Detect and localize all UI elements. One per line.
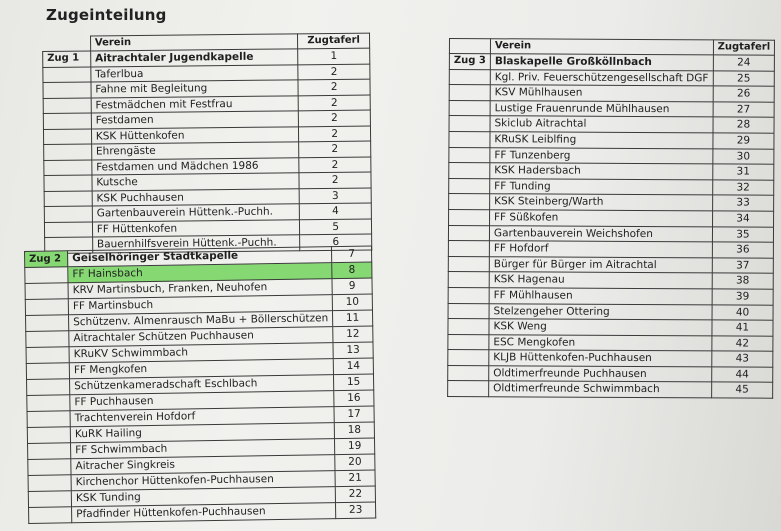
zug2-label: Zug 2 [25, 251, 68, 268]
zug2-label-blank [26, 331, 69, 348]
zug2-verein-name: KuRK Hailing [70, 423, 334, 443]
zug3-zugtaferl-number: 37 [712, 258, 774, 274]
zug1-label: Zug 1 [43, 51, 91, 67]
zug3-verein-name: FF Hofdorf [489, 241, 712, 258]
zug3-zugtaferl-number: 35 [712, 226, 774, 242]
zug3-row [449, 163, 774, 180]
zug3-row [448, 256, 773, 273]
zug3-verein-name: KSK Hagenau [489, 272, 712, 289]
zug3-zugtaferl-number: 42 [712, 336, 774, 352]
zug2-verein-name: Aitracher Singkreis [71, 455, 335, 475]
zug1-zugtaferl-number: 2 [299, 126, 371, 142]
zug3-label-blank [448, 334, 489, 350]
zug3-verein-name: KSK Weng [489, 319, 712, 336]
zug2-verein-name: FF Martinsbuch [68, 295, 332, 315]
zug1-verein-name: Gartenbauverein Hüttenk.-Puchh. [92, 204, 300, 222]
zug3-zugtaferl-number: 33 [712, 195, 774, 211]
zug2-zugtaferl-number: 19 [335, 438, 375, 455]
zug2-verein-name: FF Mengkofen [69, 359, 333, 379]
zug3-row [449, 69, 774, 86]
zug3-label-blank [448, 225, 489, 241]
zug2-verein-name: Trachtenverein Hofdorf [70, 407, 334, 427]
zug3-row [449, 194, 774, 211]
zug3-label-blank [449, 85, 490, 101]
zug3-zugtaferl-number: 31 [712, 164, 774, 180]
zug3-label-blank [449, 131, 490, 147]
zug1-verein-name: Ehrengäste [91, 142, 299, 160]
zug1-zugtaferl-number: 3 [299, 188, 371, 204]
zug3-zugtaferl-number: 43 [711, 351, 773, 367]
zug3-body [448, 54, 775, 399]
zug3-label-blank [448, 350, 489, 366]
zug2-verein-name: Schützenv. Almenrausch MaBu + Böllerschützen [69, 311, 333, 331]
zug2-zugtaferl-number: 9 [332, 278, 372, 295]
zug1-zugtaferl-number: 2 [299, 157, 371, 173]
zug3-row [448, 381, 773, 398]
zug3-zugtaferl-number: 36 [712, 242, 774, 258]
zug3-row [449, 209, 774, 226]
zug3-row [449, 85, 774, 102]
zug3-row [449, 131, 774, 148]
zug3-verein-name: Lustige Frauenrunde Mühlhausen [490, 100, 713, 117]
zug3-verein-name: Gartenbauverein Weichshofen [489, 225, 712, 242]
zug3-label-blank [449, 69, 490, 85]
zug2-zugtaferl-number: 18 [334, 422, 374, 439]
zug2-label-blank [26, 363, 69, 380]
zug3-label-blank [449, 194, 490, 210]
zug3-row [448, 334, 773, 351]
zug2-zugtaferl-number: 12 [333, 326, 373, 343]
zug3-label-blank [448, 303, 489, 319]
zug1-zugtaferl-number: 4 [300, 203, 372, 219]
zug3-verein-name: KSK Steinberg/Warth [490, 194, 713, 211]
zug1-verein-name: FF Hüttenkofen [92, 219, 300, 237]
zug3-verein-name: Oldtimerfreunde Puchhausen [489, 366, 712, 383]
zug3-row [448, 241, 773, 258]
zug3-row [449, 178, 774, 195]
zug1-label-blank [44, 206, 92, 222]
zug3-verein-name: KLJB Hüttenkofen-Puchhausen [489, 350, 712, 367]
zug3-verein-name: Skiclub Aitrachtal [490, 116, 713, 133]
zug2-zugtaferl-number: 15 [334, 374, 374, 391]
zug2-zugtaferl-number: 22 [335, 486, 375, 503]
zug2-label-blank [28, 475, 71, 492]
zug2-label-blank [25, 283, 68, 300]
zug3-verein-name: KSV Mühlhausen [490, 85, 713, 102]
zug3-verein-name: FF Tunding [490, 178, 713, 195]
zug1-label-blank [44, 190, 92, 206]
zug1-zugtaferl-number: 5 [300, 219, 372, 235]
zug2-verein-name: KRV Martinsbuch, Franken, Neuhofen [68, 279, 332, 299]
zug3-label-blank [449, 209, 490, 225]
zug2-label-blank [28, 459, 71, 476]
zug3-verein-name: KSK Hadersbach [490, 163, 713, 180]
zug1-verein-name: Taferlbua [91, 64, 299, 82]
zug2-label-blank [27, 379, 70, 396]
zug1-header-verein: Verein [90, 34, 298, 51]
zug2-verein-name: Schützenkameradschaft Eschlbach [70, 375, 334, 395]
zug3-header-row [449, 39, 774, 56]
zug1-label-blank [44, 175, 92, 191]
zug3-verein-name: Blaskapelle Großköllnbach [490, 54, 713, 71]
zug1-verein-name: KSK Puchhausen [92, 188, 300, 206]
zug3-label-blank [448, 319, 489, 335]
zug1-zugtaferl-number: 2 [298, 64, 370, 80]
zug2-verein-name: Pfadfinder Hüttenkofen-Puchhausen [72, 503, 336, 523]
zug3-label-blank [448, 287, 489, 303]
zug1-header-zugtaferl: Zugtaferl [298, 33, 370, 49]
zug3-label-blank [448, 365, 489, 381]
zug1-verein-name: KSK Hüttenkofen [91, 126, 299, 144]
zug2-label-blank [27, 427, 70, 444]
zug3-zugtaferl-number: 25 [713, 70, 775, 86]
zug2-label-blank [25, 299, 68, 316]
zug3-verein-name: FF Mühlhausen [489, 288, 712, 305]
zug3-row [448, 225, 773, 242]
zug3-label-blank [448, 256, 489, 272]
zug3-header-blank [449, 39, 490, 54]
zug2-body [25, 246, 376, 523]
zug2-label-blank [27, 411, 70, 428]
zug3-zugtaferl-number: 27 [713, 102, 775, 118]
zug3-verein-name: Bürger für Bürger im Aitrachtal [489, 256, 712, 273]
zug3-zugtaferl-number: 34 [712, 211, 774, 227]
zug3-label-blank [448, 272, 489, 288]
zug1-body [43, 48, 372, 253]
zug1-label-blank [44, 221, 92, 237]
zug3-zugtaferl-number: 40 [712, 304, 774, 320]
zug2-verein-name: Geiselhöringer Stadtkapelle [68, 247, 332, 267]
zug2-verein-name: KSK Tunding [71, 487, 335, 507]
zug1-verein-name: Festmädchen mit Festfrau [91, 95, 299, 113]
zug3-label: Zug 3 [449, 54, 490, 70]
zug3-row [448, 287, 773, 304]
zug1-zugtaferl-number: 2 [298, 95, 370, 111]
zug3-zugtaferl-number: 28 [713, 117, 775, 133]
zug2-label-blank [25, 267, 68, 284]
zug1-label-blank [43, 82, 91, 98]
zug3-row [448, 365, 773, 382]
zug2-zugtaferl-number: 17 [334, 406, 374, 423]
zug3-verein-name: ESC Mengkofen [489, 334, 712, 351]
zug3-label-blank [449, 100, 490, 116]
zug3-label-blank [449, 116, 490, 132]
zug3-header-verein: Verein [490, 39, 713, 55]
zug3-label-blank [448, 241, 489, 257]
zug3-row [449, 54, 774, 71]
zug3-zugtaferl-number: 32 [712, 180, 774, 196]
zug3-row [449, 116, 774, 133]
zug3-verein-name: KRuSK Leiblfing [490, 132, 713, 149]
zug1-verein-name: Festdamen und Mädchen 1986 [92, 157, 300, 175]
zug2-zugtaferl-number: 10 [332, 294, 372, 311]
zug2-verein-name: FF Puchhausen [70, 391, 334, 411]
zug1-label-blank [44, 144, 92, 160]
zug3-row [449, 100, 774, 117]
zug3-zugtaferl-number: 45 [711, 382, 773, 398]
zug3-zugtaferl-number: 38 [712, 273, 774, 289]
zug1-zugtaferl-number: 2 [299, 172, 371, 188]
zug2-label-blank [26, 315, 69, 332]
page-title: Zugeinteilung [46, 6, 167, 24]
zug3-verein-name: FF Süßkofen [489, 210, 712, 227]
zug3-zugtaferl-number: 24 [713, 55, 775, 71]
zug3-row [449, 147, 774, 164]
zug2-zugtaferl-number: 11 [333, 310, 373, 327]
zug1-verein-name: Kutsche [92, 173, 300, 191]
zug3-row [448, 319, 773, 336]
zug1-zugtaferl-number: 1 [298, 48, 370, 64]
zug1-header-blank [43, 36, 91, 51]
zug3-header-zugtaferl: Zugtaferl [713, 40, 775, 55]
zug1-zugtaferl-number: 2 [298, 79, 370, 95]
zug1-label-blank [43, 113, 91, 129]
zug3-zugtaferl-number: 30 [713, 148, 775, 164]
zug2-label-blank [28, 491, 71, 508]
zug3-zugtaferl-number: 41 [712, 320, 774, 336]
zug3-label-blank [449, 178, 490, 194]
zug1-zugtaferl-number: 2 [299, 110, 371, 126]
zug3-label-blank [448, 381, 489, 397]
zug1-verein-name: Festdamen [91, 111, 299, 129]
zug3-zugtaferl-number: 29 [713, 133, 775, 149]
zug3-verein-name: Kgl. Priv. Feuerschützengesellschaft DGF [490, 69, 713, 86]
zug3-zugtaferl-number: 26 [713, 86, 775, 102]
zug2-verein-name: Aitrachtaler Schützen Puchhausen [69, 327, 333, 347]
zug2-highlighted-zugtaferl-number: 8 [332, 262, 372, 279]
zug1-label-blank [43, 97, 91, 113]
zug1-zugtaferl-number: 2 [299, 141, 371, 157]
zug3-table [447, 38, 775, 399]
zug2-zugtaferl-number: 7 [332, 246, 372, 263]
zug1-verein-name: Bauernhilfsverein Hüttenk.-Puchh. [92, 235, 300, 253]
zug2-table [24, 246, 376, 524]
zug2-zugtaferl-number: 20 [335, 454, 375, 471]
zug3-row [448, 350, 773, 367]
zug2-verein-name: KRuKV Schwimmbach [69, 343, 333, 363]
zug1-verein-name: Fahne mit Begleitung [91, 80, 299, 98]
zug1-label-blank [44, 159, 92, 175]
zug3-zugtaferl-number: 39 [712, 289, 774, 305]
zug2-zugtaferl-number: 21 [335, 470, 375, 487]
zug2-zugtaferl-number: 14 [333, 358, 373, 375]
zug2-zugtaferl-number: 13 [333, 342, 373, 359]
zug3-zugtaferl-number: 44 [711, 367, 773, 383]
zug2-zugtaferl-number: 23 [336, 502, 376, 519]
zug3-label-blank [449, 163, 490, 179]
zug2-verein-name: Kirchenchor Hüttenkofen-Puchhausen [71, 471, 335, 491]
zug1-table [42, 33, 372, 254]
zug3-label-blank [449, 147, 490, 163]
zug1-label-blank [43, 66, 91, 82]
zug3-row [448, 303, 773, 320]
zug2-label-blank [29, 507, 72, 524]
zug2-zugtaferl-number: 16 [334, 390, 374, 407]
zug1-label-blank [43, 128, 91, 144]
zug3-verein-name: Oldtimerfreunde Schwimmbach [489, 381, 712, 398]
zug2-highlighted-verein-name: FF Hainsbach [68, 263, 332, 283]
zug1-zugtaferl-number: 6 [300, 234, 372, 250]
zug3-row [448, 272, 773, 289]
zug1-verein-name: Aitrachtaler Jugendkapelle [90, 49, 298, 67]
zug2-label-blank [28, 443, 71, 460]
zug3-verein-name: FF Tunzenberg [490, 147, 713, 164]
zug2-label-blank [26, 347, 69, 364]
zug2-label-blank [27, 395, 70, 412]
zug3-verein-name: Stelzengeher Ottering [489, 303, 712, 320]
zug2-verein-name: FF Schwimmbach [71, 439, 335, 459]
